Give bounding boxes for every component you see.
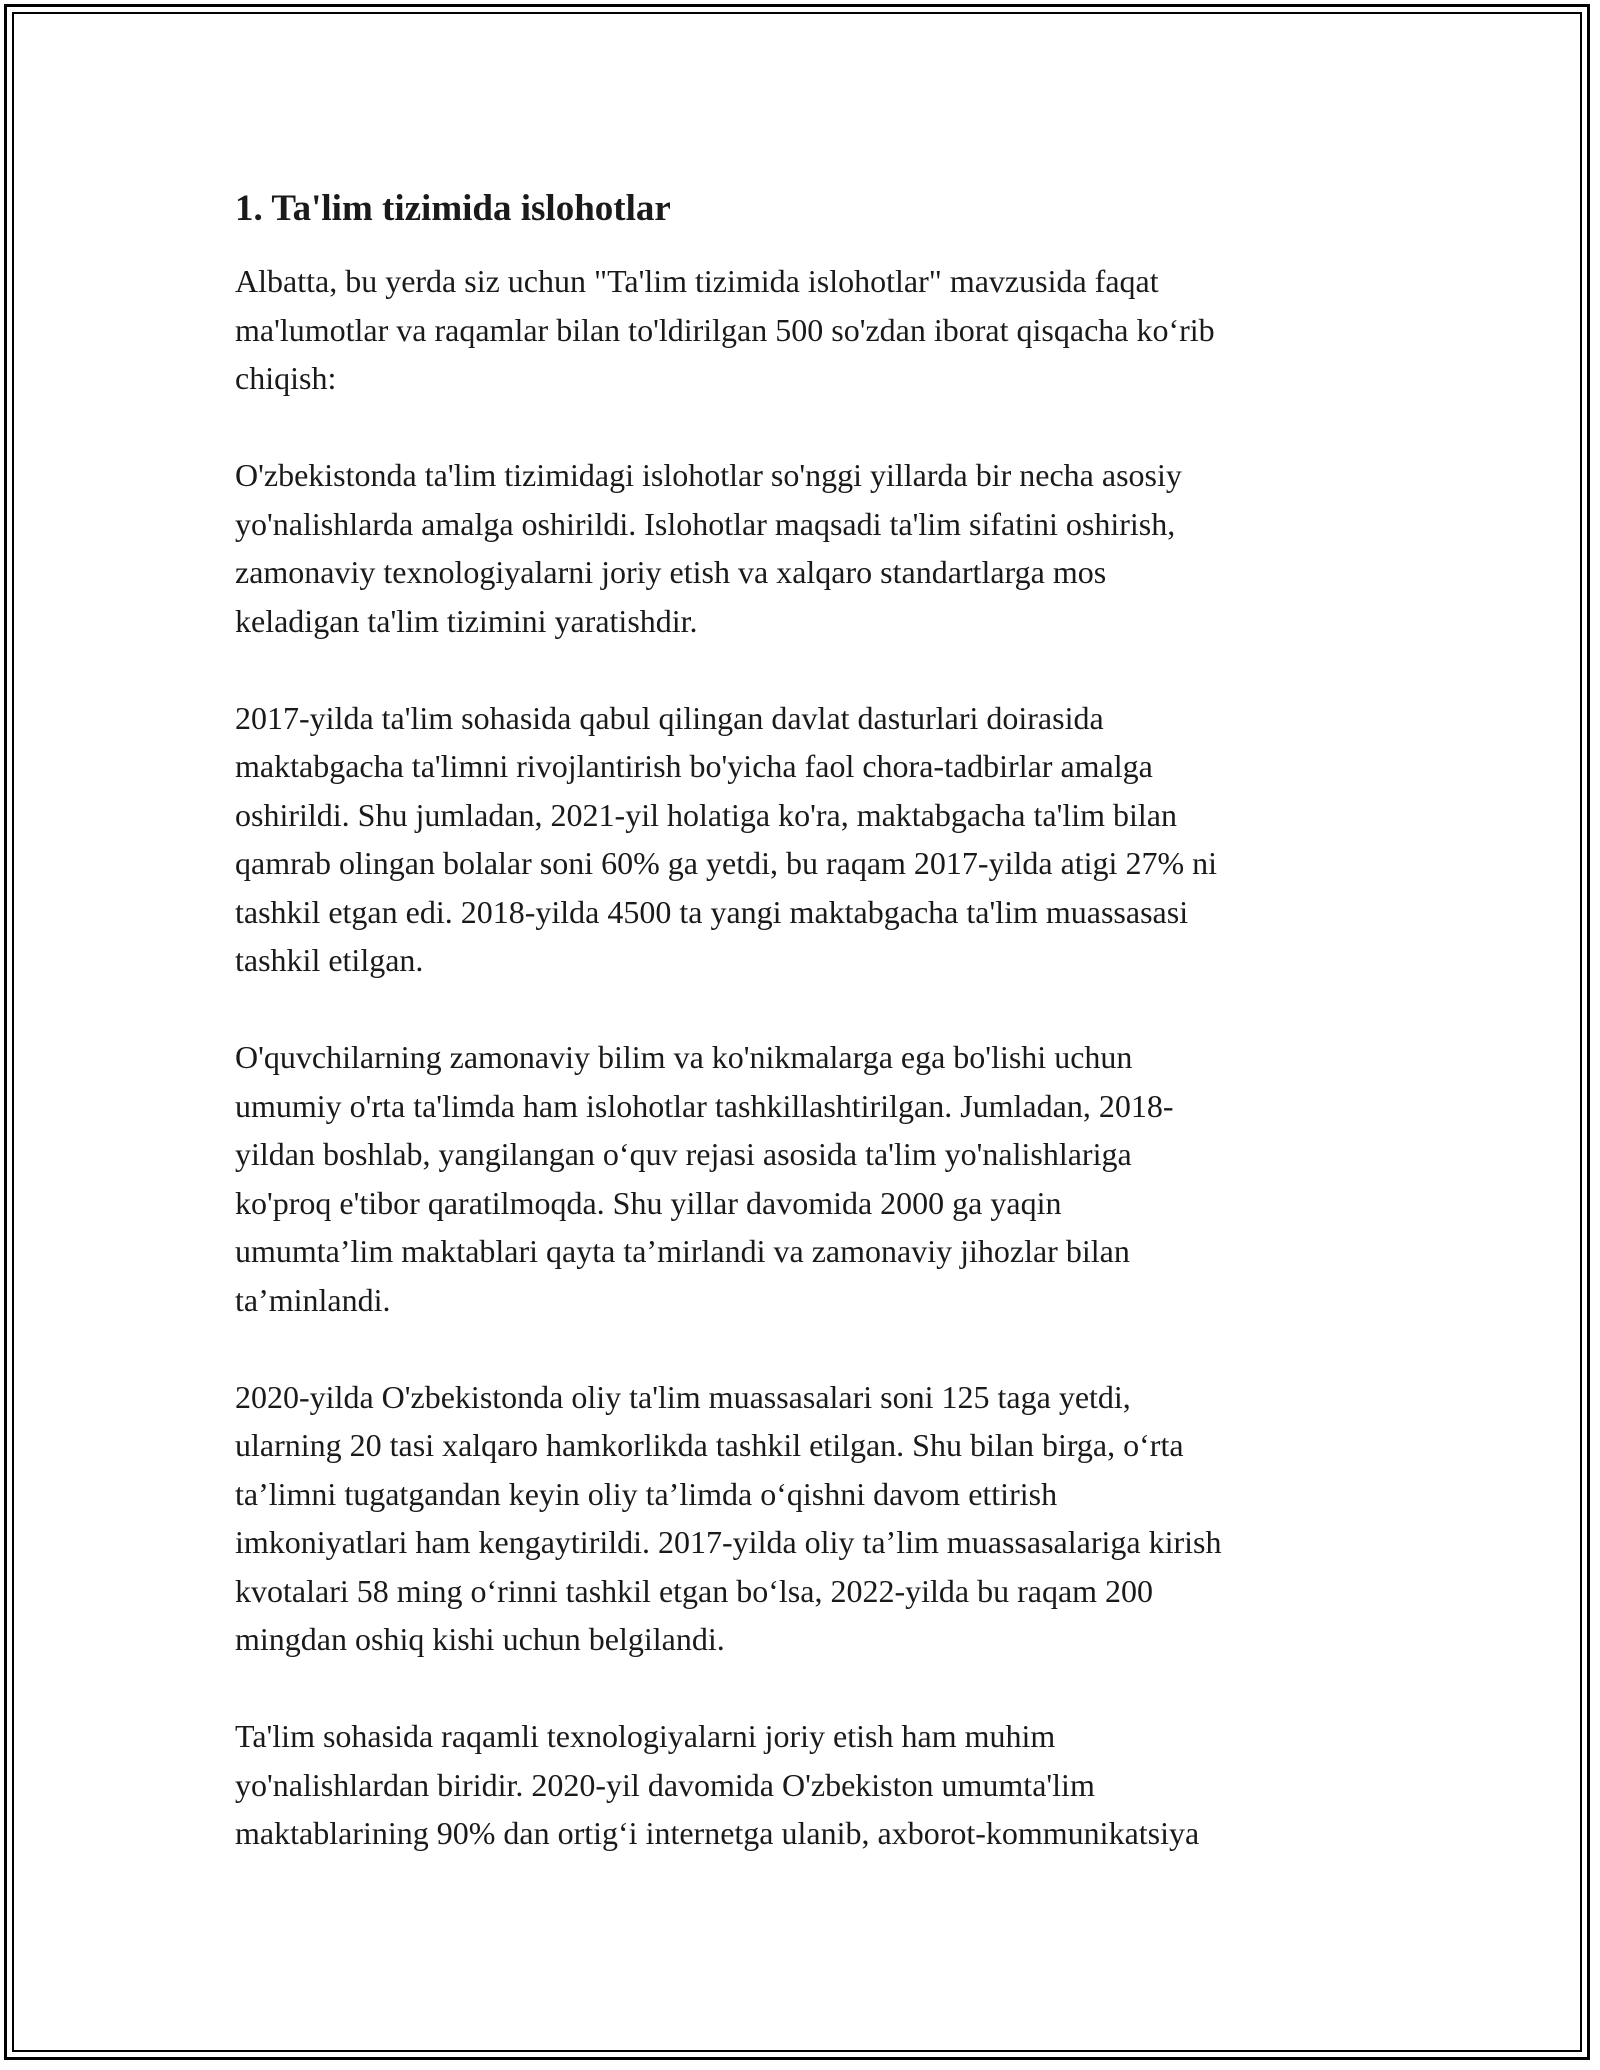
text-line: keladigan ta'lim tizimini yaratishdir. <box>235 602 698 639</box>
text-line: umumiy o'rta ta'limda ham islohotlar tashkillashtirilgan. Jumladan, 2018- <box>235 1087 1174 1124</box>
text-line: ularning 20 tasi xalqaro hamkorlikda tashkil etilgan. Shu bilan birga, o‘rta <box>235 1427 1184 1464</box>
text-line: oshirildi. Shu jumladan, 2021-yil holatiga ko'ra, maktabgacha ta'lim bilan <box>235 796 1177 833</box>
text-line: Ta'lim sohasida raqamli texnologiyalarni joriy etish ham muhim <box>235 1718 1056 1755</box>
text-line: O'quvchilarning zamonaviy bilim va ko'nikmalarga ega bo'lishi uchun <box>235 1039 1133 1076</box>
text-line: tashkil etgan edi. 2018-yilda 4500 ta yangi maktabgacha ta'lim muassasasi <box>235 893 1189 930</box>
text-line: chiqish: <box>235 360 337 397</box>
text-line: kvotalari 58 ming o‘rinni tashkil etgan bo‘lsa, 2022-yilda bu raqam 200 <box>235 1572 1154 1609</box>
text-line: yo'nalishlardan biridir. 2020-yil davomida O'zbekiston umumta'lim <box>235 1766 1095 1803</box>
text-line: maktablarining 90% dan ortig‘i internetga ulanib, axborot-kommunikatsiya <box>235 1815 1200 1852</box>
text-line: O'zbekistonda ta'lim tizimidagi islohotlar so'nggi yillarda bir necha asosiy <box>235 457 1182 494</box>
text-line: Albatta, bu yerda siz uchun "Ta'lim tizimida islohotlar" mavzusida faqat <box>235 263 1159 300</box>
text-line: 2020-yilda O'zbekistonda oliy ta'lim muassasalari soni 125 taga yetdi, <box>235 1378 1131 1415</box>
text-line: ma'lumotlar va raqamlar bilan to'ldirilgan 500 so'zdan iborat qisqacha ko‘rib <box>235 311 1215 348</box>
paragraph-higher-education <box>235 1373 1375 1664</box>
text-line: 2017-yilda ta'lim sohasida qabul qilingan davlat dasturlari doirasida <box>235 699 1104 736</box>
paragraph-intro <box>235 257 1375 403</box>
paragraph-preschool <box>235 694 1375 985</box>
text-line: maktabgacha ta'limni rivojlantirish bo'yicha faol chora-tadbirlar amalga <box>235 748 1153 785</box>
text-line: qamrab olingan bolalar soni 60% ga yetdi, bu raqam 2017-yilda atigi 27% ni <box>235 845 1217 882</box>
paragraph-secondary <box>235 1033 1375 1324</box>
text-line: tashkil etilgan. <box>235 942 424 979</box>
text-line: mingdan oshiq kishi uchun belgilandi. <box>235 1621 725 1658</box>
text-line: umumta’lim maktablari qayta ta’mirlandi va zamonaviy jihozlar bilan <box>235 1233 1130 1270</box>
text-line: yo'nalishlarda amalga oshirildi. Islohotlar maqsadi ta'lim sifatini oshirish, <box>235 505 1176 542</box>
text-line: zamonaviy texnologiyalarni joriy etish va xalqaro standartlarga mos <box>235 554 1107 591</box>
document-body <box>235 185 1375 1906</box>
text-line: imkoniyatlari ham kengaytirildi. 2017-yilda oliy ta’lim muassasalariga kirish <box>235 1524 1222 1561</box>
text-line: ta’minlandi. <box>235 1281 391 1318</box>
text-line: yildan boshlab, yangilangan o‘quv rejasi asosida ta'lim yo'nalishlariga <box>235 1136 1132 1173</box>
paragraph-overview <box>235 451 1375 645</box>
section-heading: 1. Ta'lim tizimida islohotlar <box>235 188 671 229</box>
text-line: ta’limni tugatgandan keyin oliy ta’limda o‘qishni davom ettirish <box>235 1475 1058 1512</box>
paragraph-digital <box>235 1712 1375 1858</box>
text-line: ko'proq e'tibor qaratilmoqda. Shu yillar davomida 2000 ga yaqin <box>235 1184 1062 1221</box>
